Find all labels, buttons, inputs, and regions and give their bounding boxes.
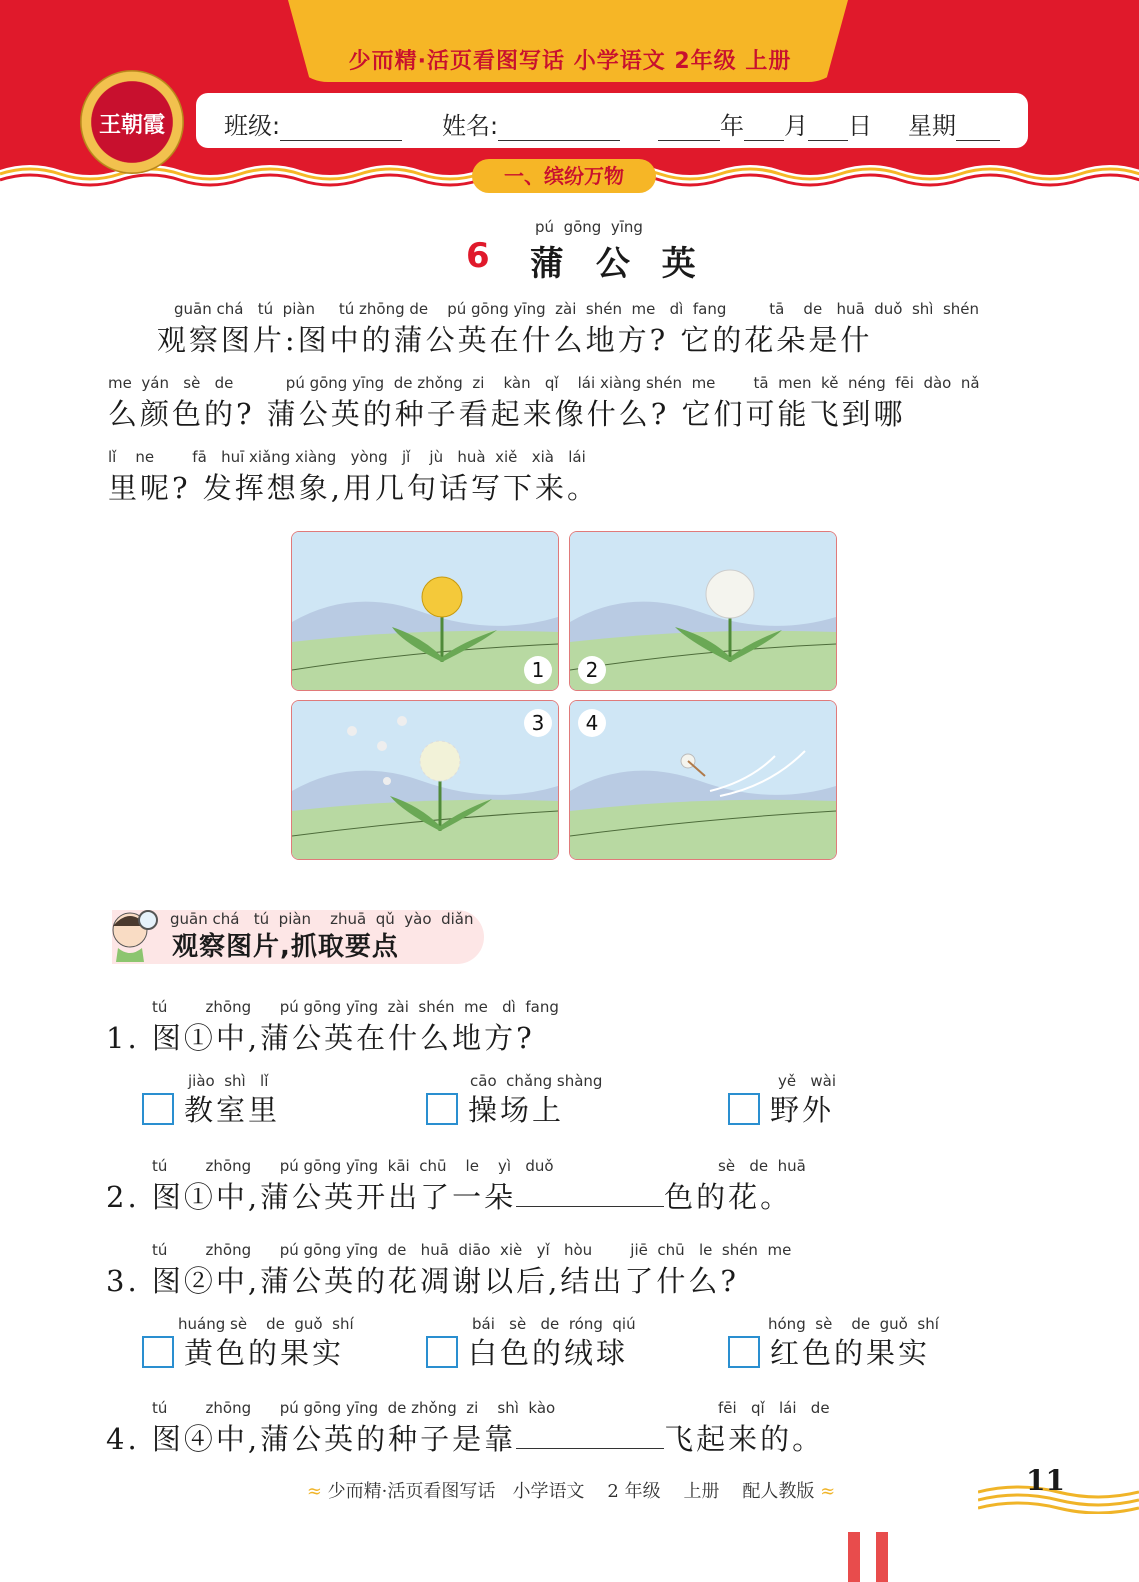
option-label: 黄色的果实 [184, 1336, 345, 1370]
option-pinyin: cāo chǎng shàng [470, 1072, 603, 1090]
option-label: 白色的绒球 [468, 1336, 629, 1370]
option-label: 红色的果实 [770, 1336, 931, 1370]
option-playground[interactable] [426, 1072, 603, 1129]
question-text: 3. 图②中,蒲公英的花凋谢以后,结出了什么? [106, 1264, 739, 1298]
picture-panel-3 [291, 700, 559, 860]
weekday-blank[interactable] [956, 118, 1000, 141]
weekday-label: 星期 [908, 112, 956, 140]
section-pinyin: guān chá tú piàn zhuā qǔ yào diǎn [170, 910, 474, 928]
option-label: 野外 [770, 1093, 835, 1127]
dandelion-flower-illustration [292, 532, 558, 690]
question-text-part-1: 2. 图①中,蒲公英开出了一朵 [106, 1180, 517, 1214]
dandelion-seed-flying-illustration [570, 701, 836, 859]
option-pinyin: huáng sè de guǒ shí [178, 1315, 354, 1333]
option-label: 操场上 [468, 1093, 565, 1127]
checkbox[interactable] [426, 1093, 458, 1125]
option-label: 教室里 [184, 1093, 281, 1127]
day-blank[interactable] [808, 118, 848, 141]
option-classroom[interactable] [142, 1072, 280, 1129]
option-pinyin: hóng sè de guǒ shí [768, 1315, 939, 1333]
wave-icon: ≈ [820, 1481, 836, 1502]
option-outdoors[interactable] [728, 1072, 837, 1129]
dandelion-seeds-blowing-illustration [292, 701, 558, 859]
question-2 [106, 1157, 792, 1216]
date-field[interactable] [658, 106, 872, 141]
option-white-puffball[interactable] [426, 1315, 636, 1372]
paragraph-line-3 [108, 448, 1028, 507]
name-field[interactable] [442, 106, 620, 141]
text-line: 里呢? 发挥想象,用几句话写下来。 [108, 471, 599, 505]
picture-number-badge: 4 [578, 709, 606, 737]
footer-text: 少而精·活页看图写话 小学语文 2 年级 上册 配人教版 [327, 1481, 815, 1502]
answer-blank[interactable] [516, 1422, 664, 1449]
student-magnifier-icon [104, 904, 160, 962]
checkbox[interactable] [142, 1336, 174, 1368]
question-text-part-2: 飞起来的。 [664, 1422, 825, 1456]
chapter-tag: 一、缤纷万物 [472, 159, 656, 193]
question-text-part-2: 色的花。 [664, 1180, 793, 1214]
paragraph-line-1 [108, 300, 1028, 359]
question-4 [106, 1399, 824, 1458]
month-label: 月 [784, 112, 808, 140]
question-1 [106, 998, 559, 1057]
edge-marker-decoration [848, 1532, 908, 1582]
picture-number-badge: 1 [524, 656, 552, 684]
day-label: 日 [848, 112, 872, 140]
weekday-field[interactable] [908, 106, 1000, 141]
section-title: 观察图片,抓取要点 [172, 932, 399, 962]
checkbox[interactable] [728, 1093, 760, 1125]
student-info-bar [196, 93, 1028, 148]
month-blank[interactable] [744, 118, 784, 141]
pinyin-line: lǐ ne fā huī xiǎng xiàng yòng jǐ jù huà xiě xià lái [108, 448, 586, 466]
pinyin-line: tú zhōng pú gōng yīng kāi chū le yì duǒ [152, 1157, 554, 1175]
question-text-part-1: 4. 图④中,蒲公英的种子是靠 [106, 1422, 517, 1456]
pinyin-line: tú zhōng pú gōng yīng de huā diāo xiè yǐ hòu jiē chū le shén me [152, 1241, 792, 1259]
checkbox[interactable] [426, 1336, 458, 1368]
checkbox[interactable] [142, 1093, 174, 1125]
checkbox[interactable] [728, 1336, 760, 1368]
picture-panel-2 [569, 531, 837, 691]
brand-logo-text: 王朝霞 [98, 113, 165, 138]
pinyin-line: tú zhōng pú gōng yīng de zhǒng zi shì kào [152, 1399, 556, 1417]
question-text [106, 1417, 824, 1458]
class-label: 班级: [224, 112, 281, 140]
text-line: 观察图片:图中的蒲公英在什么地方? 它的花朵是什 [108, 323, 873, 357]
lesson-title: 蒲 公 英 [530, 244, 706, 284]
page-number: 11 [1026, 1464, 1065, 1497]
picture-number-badge: 3 [524, 709, 552, 737]
question-4-pinyin-2: fēi qǐ lái de [718, 1399, 830, 1417]
option-pinyin: yě wài [778, 1072, 837, 1090]
pinyin-line: tú zhōng pú gōng yīng zài shén me dì fang [152, 998, 559, 1016]
lesson-number: 6 [466, 236, 490, 276]
wave-icon: ≈ [306, 1481, 322, 1502]
picture-number-badge: 2 [578, 656, 606, 684]
question-text: 1. 图①中,蒲公英在什么地方? [106, 1021, 535, 1055]
pinyin-line: me yán sè de pú gōng yīng de zhǒng zi kàn qǐ lái xiàng shén me tā men kě néng fēi dào nǎ [108, 374, 980, 392]
name-blank[interactable] [498, 118, 620, 141]
text-line: 么颜色的? 蒲公英的种子看起来像什么? 它们可能飞到哪 [108, 397, 906, 431]
question-2-pinyin-2: sè de huā [718, 1157, 806, 1175]
option-red-fruit[interactable] [728, 1315, 939, 1372]
title-pinyin: pú gōng yīng [535, 218, 643, 236]
question-text [106, 1175, 792, 1216]
pinyin-line: guān chá tú piàn tú zhōng de pú gōng yīng zài shén me dì fang tā de huā duǒ shì shén [174, 300, 980, 318]
answer-blank[interactable] [516, 1180, 664, 1207]
picture-panel-1 [291, 531, 559, 691]
name-label: 姓名: [442, 112, 499, 140]
series-title: 少而精·活页看图写话 小学语文 2年级 上册 [348, 49, 792, 74]
year-label: 年 [720, 112, 744, 140]
class-blank[interactable] [280, 118, 402, 141]
question-3 [106, 1241, 791, 1300]
option-yellow-fruit[interactable] [142, 1315, 354, 1372]
year-blank[interactable] [658, 118, 720, 141]
option-pinyin: jiào shì lǐ [188, 1072, 269, 1090]
footer [286, 1477, 856, 1503]
option-pinyin: bái sè de róng qiú [472, 1315, 636, 1333]
paragraph-line-2 [108, 374, 1028, 433]
class-field[interactable] [224, 106, 402, 141]
picture-panel-4 [569, 700, 837, 860]
dandelion-seed-ball-illustration [570, 532, 836, 690]
